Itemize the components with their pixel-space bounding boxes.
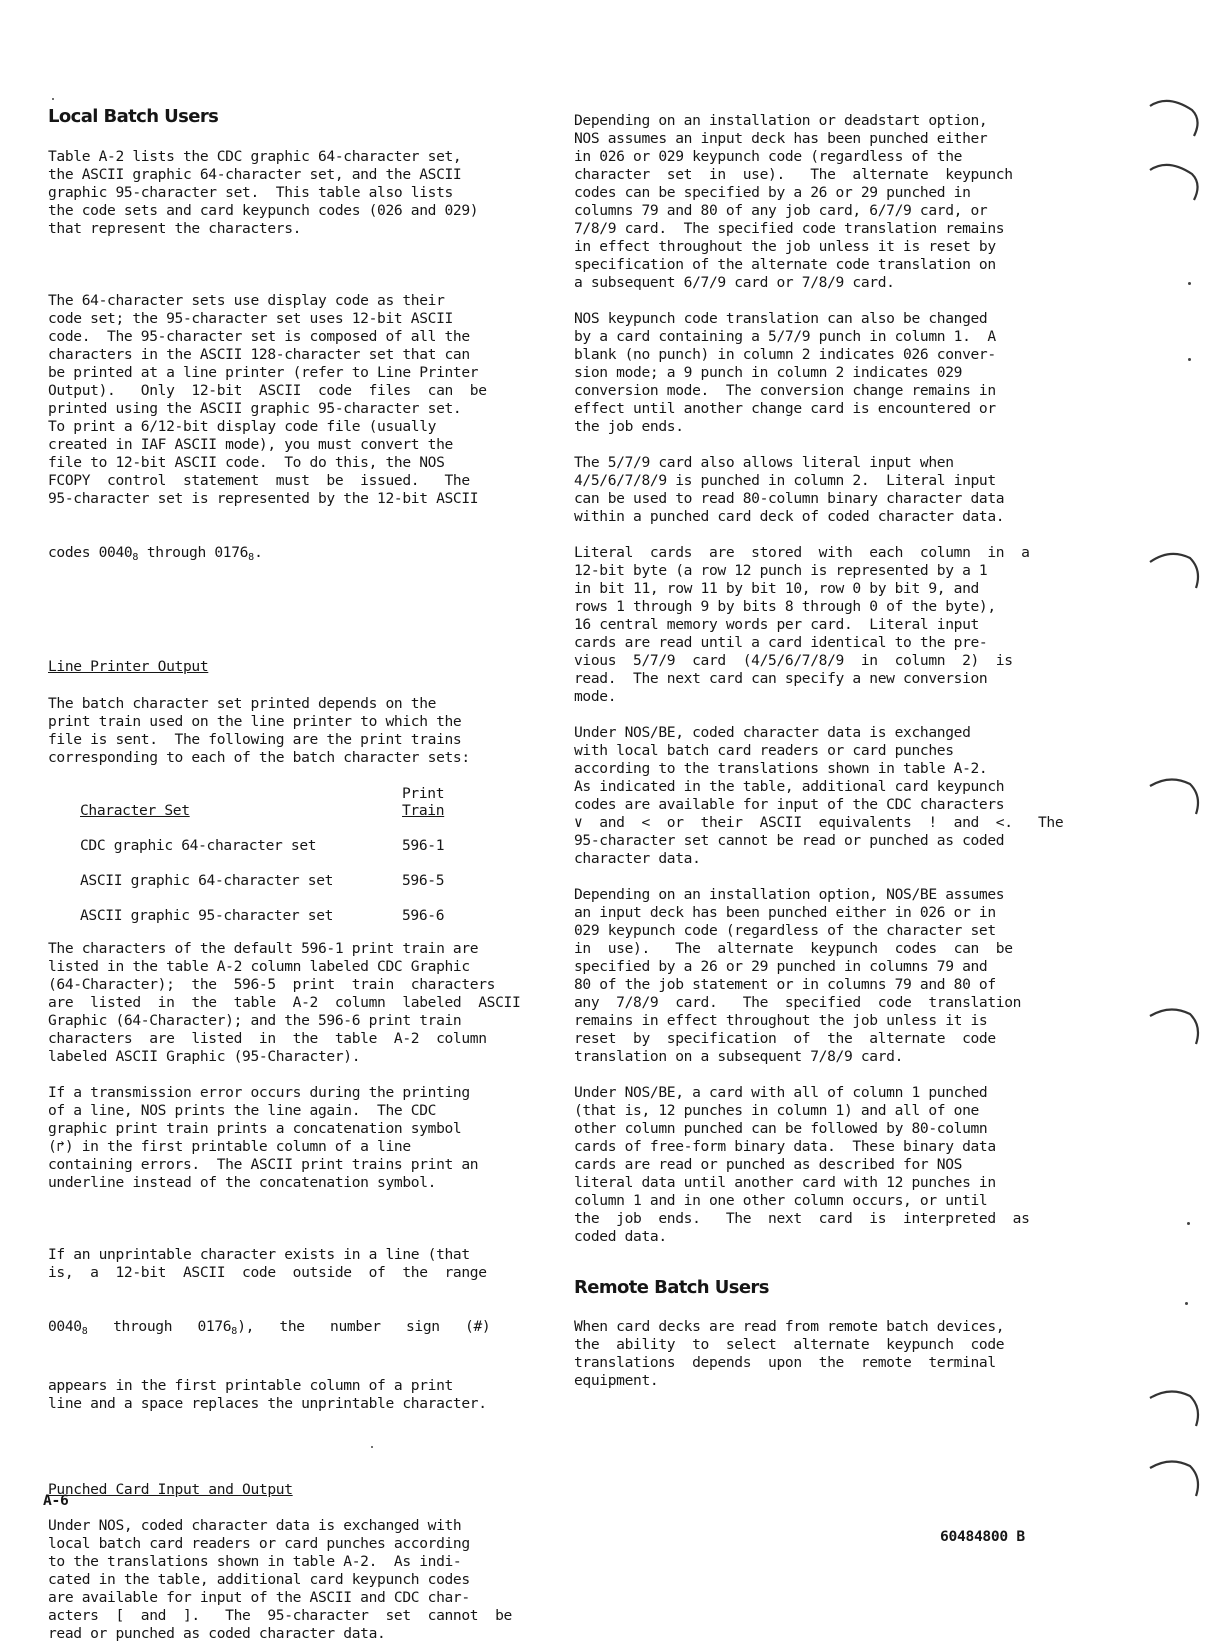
text-line: underline instead of the concatenation symbol. <box>48 1174 437 1191</box>
text-line: specification of the alternate code translation on <box>574 256 996 273</box>
speck <box>1187 1222 1190 1225</box>
binding-hole-mark <box>1146 1386 1206 1432</box>
para-64-character-sets <box>48 256 518 603</box>
speck <box>1188 358 1191 361</box>
para-under-nos-be <box>574 724 1064 868</box>
text-line: code set; the 95-character set uses 12-bit ASCII <box>48 310 453 327</box>
speck <box>52 98 54 100</box>
para-free-form-binary <box>574 1084 1044 1246</box>
text-line: As indicated in the table, additional card keypunch <box>574 778 1005 795</box>
text-line: character set in use). The alternate keypunch <box>574 166 1013 183</box>
text-line: in 026 or 029 keypunch code (regardless of the <box>574 148 963 165</box>
text-line: Literal cards are stored with each column in a <box>574 544 1030 561</box>
text-line: listed in the table A-2 column labeled CDC Graphic <box>48 958 470 975</box>
para-literal-cards <box>574 544 1044 706</box>
text-line: labeled ASCII Graphic (95-Character). <box>48 1048 361 1065</box>
text-line: Depending on an installation option, NOS/BE assumes <box>574 886 1005 903</box>
text-line: that represent the characters. <box>48 220 302 237</box>
header-print-train: Print Train <box>402 785 445 819</box>
text-line: 029 keypunch code (regardless of the character set <box>574 922 996 939</box>
text-line: a subsequent 6/7/9 card or 7/8/9 card. <box>574 274 895 291</box>
text-line: other column punched can be followed by 80-column <box>574 1120 988 1137</box>
text-line: Table A-2 lists the CDC graphic 64-character set, <box>48 148 462 165</box>
text-line: conversion mode. The conversion change remains in <box>574 382 996 399</box>
text-line: NOS assumes an input deck has been punched either <box>574 130 988 147</box>
text-line: file is sent. The following are the print trains <box>48 731 462 748</box>
text-line: read. The next card can specify a new conversion <box>574 670 988 687</box>
text-line: cards are read until a card identical to the pre- <box>574 634 988 651</box>
text-line: 95-character set cannot be read or punched as coded <box>574 832 1005 849</box>
text-line: If an unprintable character exists in a line (that <box>48 1246 470 1263</box>
text-line: file to 12-bit ASCII code. To do this, the NOS <box>48 454 445 471</box>
text-line: characters are listed in the table A-2 column <box>48 1030 487 1047</box>
text-line: the job ends. <box>574 418 684 435</box>
text-line: be printed at a line printer (refer to Line Printer <box>48 364 479 381</box>
text-line: The characters of the default 596-1 print train are <box>48 940 479 957</box>
text-line: Under NOS/BE, a card with all of column 1 punched <box>574 1084 988 1101</box>
text-line: according to the translations shown in table A-2. <box>574 760 988 777</box>
text-line: translations depends upon the remote terminal <box>574 1354 996 1371</box>
para-unprintable-range-line: $0040_8$ through $0176_8$), the number sign (#) <box>48 1318 491 1337</box>
text-line: literal data until another card with 12 punches in <box>574 1174 996 1191</box>
text-line: the ASCII graphic 64-character set, and the ASCII <box>48 166 462 183</box>
text-line: Under NOS/BE, coded character data is exchanged <box>574 724 971 741</box>
text-line: reset by specification of the alternate code <box>574 1030 996 1047</box>
text-line: the code sets and card keypunch codes (026 and 029) <box>48 202 479 219</box>
text-line: can be used to read 80-column binary character data <box>574 490 1005 507</box>
text-line: 80 of the job statement or in columns 79 and 80 of <box>574 976 996 993</box>
text-line: containing errors. The ASCII print trains print an <box>48 1156 479 1173</box>
binding-hole-mark <box>1146 1004 1206 1050</box>
text-line: in effect throughout the job unless it is reset by <box>574 238 996 255</box>
text-line: to the translations shown in table A-2. As indi- <box>48 1553 462 1570</box>
para-64-character-sets-body <box>48 292 518 508</box>
text-line: graphic 95-character set. This table also lists <box>48 184 453 201</box>
text-line: Under NOS, coded character data is exchanged with <box>48 1517 462 1534</box>
text-line: Output). Only 12-bit ASCII code files can be <box>48 382 487 399</box>
binding-hole-mark <box>1146 160 1206 206</box>
para-installation-option <box>574 112 1044 292</box>
text-line: FCOPY control statement must be issued. The <box>48 472 470 489</box>
text-line: read or punched as coded character data. <box>48 1625 386 1642</box>
binding-hole-mark <box>1146 548 1206 594</box>
text-line: blank (no punch) in column 2 indicates 026 conver- <box>574 346 996 363</box>
binding-hole-mark <box>1146 96 1206 142</box>
text-line: graphic print train prints a concatenation symbol <box>48 1120 462 1137</box>
speck <box>371 1446 373 1448</box>
para-table-a2-intro <box>48 148 518 238</box>
para-579-card <box>574 454 1044 526</box>
text-line: coded data. <box>574 1228 667 1245</box>
binding-hole-mark <box>1146 1456 1206 1502</box>
text-line: rows 1 through 9 by bits 8 through 0 of the byte), <box>574 598 996 615</box>
text-line: the job ends. The next card is interpreted as <box>574 1210 1030 1227</box>
text-line: line and a space replaces the unprintable character. <box>48 1395 487 1412</box>
text-line: the ability to select alternate keypunch code <box>574 1336 1005 1353</box>
text-line: character data. <box>574 850 701 867</box>
para-default-print-train <box>48 940 521 1066</box>
text-line: 7/8/9 card. The specified code translation remains <box>574 220 1005 237</box>
text-line: equipment. <box>574 1372 659 1389</box>
text-line: The batch character set printed depends on the <box>48 695 437 712</box>
text-line: If a transmission error occurs during the printing <box>48 1084 470 1101</box>
text-line: The 64-character sets use display code as their <box>48 292 445 309</box>
text-line: in bit 11, row 11 by bit 10, row 0 by bit 9, and <box>574 580 979 597</box>
text-line: 12-bit byte (a row 12 punch is represented by a 1 <box>574 562 988 579</box>
text-line: within a punched card deck of coded character data. <box>574 508 1005 525</box>
text-line: by a card containing a 5/7/9 punch in column 1. A <box>574 328 996 345</box>
text-line: vious 5/7/9 card (4/5/6/7/8/9 in column 2) is <box>574 652 1013 669</box>
text-line: cards of free-form binary data. These binary data <box>574 1138 996 1155</box>
text-line: (64-Character); the 596-5 print train characters <box>48 976 496 993</box>
text-line: 95-character set is represented by the 12-bit ASCII <box>48 490 479 507</box>
text-line: NOS keypunch code translation can also be changed <box>574 310 988 327</box>
para-batch-character-set <box>48 695 518 767</box>
right-column <box>574 112 1064 1390</box>
text-line: codes can be specified by a 26 or 29 punched in <box>574 184 971 201</box>
para-ascii-codes-range: codes $0040_8$ through $0176_8$. <box>48 544 263 563</box>
text-line: (↱) in the first printable column of a line <box>48 1138 411 1155</box>
text-line: The 5/7/9 card also allows literal input when <box>574 454 954 471</box>
text-line: remains in effect throughout the job unless it is <box>574 1012 988 1029</box>
text-line: 16 central memory words per card. Literal input <box>574 616 979 633</box>
heading-punched-card-io: Punched Card Input and Output <box>48 1481 293 1498</box>
text-line: mode. <box>574 688 617 705</box>
text-line: with local batch card readers or card punches <box>574 742 954 759</box>
text-line: effect until another change card is encountered or <box>574 400 996 417</box>
print-train-table <box>80 785 444 924</box>
header-character-set: Character Set <box>80 802 190 819</box>
text-line: local batch card readers or card punches according <box>48 1535 470 1552</box>
para-unprintable-character <box>48 1210 518 1449</box>
text-line: translation on a subsequent 7/8/9 card. <box>574 1048 904 1065</box>
text-line: code. The 95-character set is composed of all the <box>48 328 470 345</box>
para-under-nos-coded <box>48 1517 518 1643</box>
text-line: acters [ and ]. The 95-character set cannot be <box>48 1607 512 1624</box>
para-keypunch-translation <box>574 310 1044 436</box>
text-line: an input deck has been punched either in 026 or in <box>574 904 996 921</box>
table-row: ASCII graphic 95-character set 596-6 <box>80 907 445 924</box>
heading-local-batch-users: Local Batch Users <box>48 106 219 127</box>
text-line: specified by a 26 or 29 punched in columns 79 and <box>574 958 988 975</box>
text-line: are listed in the table A-2 column labeled ASCII <box>48 994 521 1011</box>
text-line: cards are read or punched as described for NOS <box>574 1156 963 1173</box>
text-line: When card decks are read from remote batch devices, <box>574 1318 1005 1335</box>
text-line: (that is, 12 punches in column 1) and all of one <box>574 1102 979 1119</box>
text-line: cated in the table, additional card keypunch codes <box>48 1571 470 1588</box>
text-line: To print a 6/12-bit display code file (usually <box>48 418 437 435</box>
binding-hole-mark <box>1146 774 1206 820</box>
table-row: CDC graphic 64-character set 596-1 <box>80 837 445 854</box>
text-line: Depending on an installation or deadstart option, <box>574 112 988 129</box>
text-line: created in IAF ASCII mode), you must convert the <box>48 436 453 453</box>
para-remote-batch <box>574 1318 1044 1390</box>
speck <box>1185 1302 1188 1305</box>
text-line: any 7/8/9 card. The specified code translation <box>574 994 1022 1011</box>
text-line: print train used on the line printer to which the <box>48 713 462 730</box>
para-transmission-error <box>48 1084 518 1192</box>
print-train-table-header <box>80 785 444 819</box>
table-row: ASCII graphic 64-character set 596-5 <box>80 872 445 889</box>
text-line: characters in the ASCII 128-character set that can <box>48 346 470 363</box>
heading-line-printer-output: Line Printer Output <box>48 658 209 675</box>
text-line: columns 79 and 80 of any job card, 6/7/9 card, or <box>574 202 988 219</box>
text-line: codes are available for input of the CDC characters <box>574 796 1005 813</box>
document-number: 60484800 B <box>940 1528 1025 1545</box>
page-number: A-6 <box>43 1492 69 1509</box>
text-line: in use). The alternate keypunch codes can be <box>574 940 1013 957</box>
text-line: printed using the ASCII graphic 95-character set. <box>48 400 462 417</box>
text-line: corresponding to each of the batch character sets: <box>48 749 470 766</box>
speck <box>1188 282 1191 285</box>
text-line: of a line, NOS prints the line again. The CDC <box>48 1102 437 1119</box>
text-line: Graphic (64-Character); and the 596-6 print train <box>48 1012 462 1029</box>
text-line: column 1 and in one other column occurs, or until <box>574 1192 988 1209</box>
text-line: are available for input of the ASCII and CDC char- <box>48 1589 470 1606</box>
left-column <box>48 100 521 1643</box>
text-line: sion mode; a 9 punch in column 2 indicates 029 <box>574 364 963 381</box>
text-line: 4/5/6/7/8/9 is punched in column 2. Literal input <box>574 472 996 489</box>
text-line: is, a 12-bit ASCII code outside of the range <box>48 1264 487 1281</box>
para-nos-be-installation <box>574 886 1044 1066</box>
heading-remote-batch-users: Remote Batch Users <box>574 1277 769 1298</box>
text-line: ∨ and < or their ASCII equivalents ! and <. The <box>574 814 1064 831</box>
text-line: appears in the first printable column of a print <box>48 1377 453 1394</box>
